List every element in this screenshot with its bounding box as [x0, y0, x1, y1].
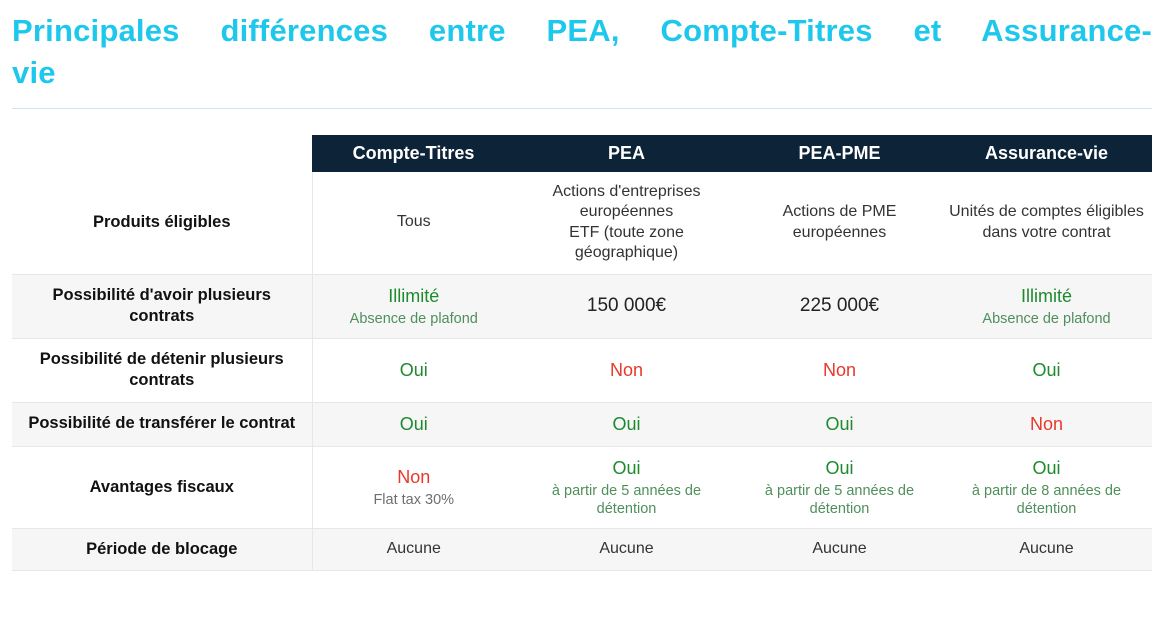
table-header-row [12, 135, 1152, 172]
table-cell [941, 274, 1152, 338]
cell-value: Unités de comptes éligibles dans votre contrat [949, 203, 1144, 241]
cell-value: Aucune [1019, 540, 1074, 558]
cell-subtext: à partir de 5 années de détention [764, 482, 915, 517]
table-cell [738, 274, 941, 338]
table-cell [738, 446, 941, 528]
table-cell [941, 172, 1152, 274]
cell-value: 225 000€ [799, 294, 880, 316]
table-cell [738, 528, 941, 570]
column-header-pea-pme: PEA-PME [738, 135, 941, 172]
column-header-pea: PEA [515, 135, 738, 172]
table-body [12, 172, 1152, 571]
column-header-assurance-vie: Assurance-vie [941, 135, 1152, 172]
table-row [12, 274, 1152, 338]
table-row [12, 446, 1152, 528]
row-label: Avantages fiscaux [12, 446, 312, 528]
cell-value: Tous [396, 213, 431, 231]
cell-value: Non [397, 466, 431, 487]
comparison-table [12, 135, 1152, 572]
row-label: Produits éligibles [12, 172, 312, 274]
table-cell [941, 528, 1152, 570]
table-cell [515, 446, 738, 528]
cell-value: Non [822, 359, 857, 380]
table-row [12, 402, 1152, 446]
cell-value: Oui [825, 457, 854, 478]
cell-value: Oui [399, 413, 428, 434]
table-cell [515, 528, 738, 570]
table-cell [515, 402, 738, 446]
table-cell [312, 338, 515, 402]
cell-subtext: Flat tax 30% [373, 491, 455, 508]
title-divider [12, 108, 1152, 109]
row-label: Possibilité d'avoir plusieurs contrats [12, 274, 312, 338]
row-label: Période de blocage [12, 528, 312, 570]
table-cell [312, 274, 515, 338]
cell-subtext: à partir de 5 années de détention [551, 482, 702, 517]
column-header-compte-titres: Compte-Titres [312, 135, 515, 172]
cell-value: Non [609, 359, 644, 380]
cell-value: Non [1029, 413, 1064, 434]
table-cell [738, 338, 941, 402]
table-cell [312, 528, 515, 570]
cell-value: Actions de PME européennes [782, 203, 897, 241]
table-header [12, 135, 1152, 172]
table-cell [312, 402, 515, 446]
table-cell [738, 172, 941, 274]
cell-value: 150 000€ [586, 294, 667, 316]
table-row [12, 338, 1152, 402]
cell-value: Oui [1032, 359, 1061, 380]
table-cell [941, 446, 1152, 528]
table-cell [515, 338, 738, 402]
table-cell [515, 172, 738, 274]
cell-value: Aucune [812, 540, 867, 558]
table-row [12, 528, 1152, 570]
row-label: Possibilité de détenir plusieurs contrats [12, 338, 312, 402]
document-page [0, 10, 1155, 640]
cell-value: Illimité [388, 285, 440, 306]
cell-value: Actions d'entreprises européennes ETF (toute zone géographique) [552, 182, 701, 262]
cell-value: Oui [399, 359, 428, 380]
page-title-line-1: Principales différences entre PEA, Compte-Titres et Assurance- [12, 13, 1152, 48]
page-title [12, 10, 1152, 94]
column-header-blank [12, 135, 312, 172]
table-cell [941, 338, 1152, 402]
page-title-line-2: vie [12, 54, 56, 90]
cell-subtext: Absence de plafond [982, 310, 1111, 327]
cell-value: Oui [825, 413, 854, 434]
table-row [12, 172, 1152, 274]
table-cell [312, 172, 515, 274]
row-label: Possibilité de transférer le contrat [12, 402, 312, 446]
cell-subtext: à partir de 8 années de détention [971, 482, 1122, 517]
cell-value: Oui [1032, 457, 1061, 478]
table-cell [738, 402, 941, 446]
table-cell [941, 402, 1152, 446]
cell-value: Oui [612, 457, 641, 478]
cell-value: Oui [612, 413, 641, 434]
cell-value: Illimité [1020, 285, 1072, 306]
table-cell [515, 274, 738, 338]
cell-value: Aucune [599, 540, 654, 558]
cell-subtext: Absence de plafond [349, 310, 478, 327]
cell-value: Aucune [386, 540, 441, 558]
table-cell [312, 446, 515, 528]
